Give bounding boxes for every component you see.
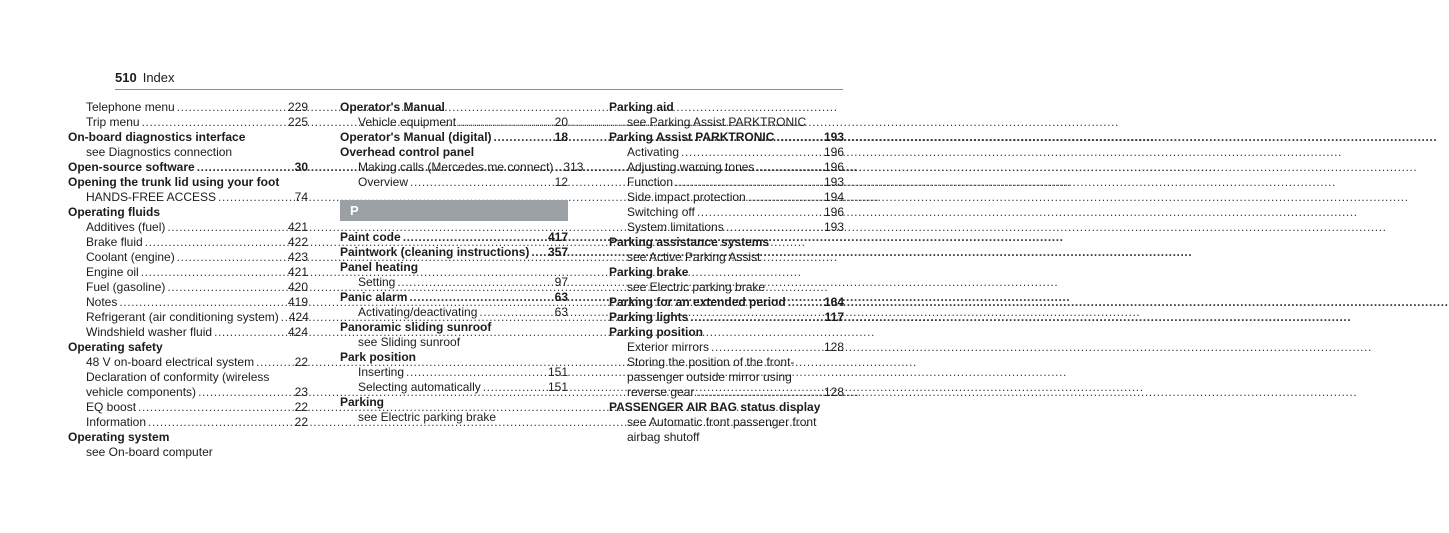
index-entry-title: Operating fluids [68,205,161,219]
index-subentry[interactable]: Activating ..... 196 [609,145,844,160]
index-subentry[interactable]: Setting ..... 97 [340,275,568,290]
index-entry [340,290,568,320]
index-entry [340,260,568,290]
cross-reference[interactable]: see Parking Assist PARKTRONIC [627,115,807,129]
index-entry [68,430,308,460]
index-entry-title: Operating safety [68,340,163,354]
index-entry [340,100,568,130]
index-subentry[interactable]: Additives (fuel) ..... 421 [68,220,308,235]
index-entry-title: Parking brake [609,265,689,279]
index-entry-title: Park position [340,350,417,364]
index-subentry[interactable]: Adjusting warning tones ..... 196 [609,160,844,175]
index-entry [68,160,308,175]
index-subentry[interactable]: Side impact protection ..... 194 [609,190,844,205]
index-subentry[interactable]: Fuel (gasoline) ..... 420 [68,280,308,295]
index-subentry[interactable]: Trip menu ..... 225 [68,115,308,130]
index-subentry[interactable]: Information ..... 22 [68,415,308,430]
cross-reference[interactable]: see Electric parking brake [627,280,766,294]
index-subentry[interactable]: Overview ..... 12 [340,175,568,190]
index-entry-title: Operator's Manual [340,100,445,114]
index-entry [340,130,568,145]
index-subentry[interactable]: Engine oil ..... 421 [68,265,308,280]
index-entry-title[interactable]: Paint code ..... 417 [340,230,568,245]
index-subentry-line: passenger outside mirror using [627,370,792,384]
index-subentry[interactable]: Exterior mirrors ..... 128 [609,340,844,355]
index-entry-title: On-board diagnostics interface [68,130,246,144]
index-entry-title[interactable]: Panic alarm ..... 63 [340,290,568,305]
index-entry-title: Parking assistance systems [609,235,770,249]
cross-reference[interactable]: see On-board computer [86,445,213,459]
index-subentry[interactable]: EQ boost ..... 22 [68,400,308,415]
index-subentry[interactable]: Windshield washer fluid ..... 424 [68,325,308,340]
index-entry-title: Parking position [609,325,704,339]
index-column-3 [609,100,844,445]
index-entry-title: Operating system [68,430,170,444]
index-subentry[interactable]: Activating/deactivating ..... 63 [340,305,568,320]
page-header [115,70,175,86]
letter-section-header: P [340,200,568,221]
index-entry [609,235,844,265]
index-column-2 [340,100,584,425]
index-entry-title: Opening the trunk lid using your foot [68,175,280,189]
index-entry-title: Parking [340,395,385,409]
index-entry-title: Overhead control panel [340,145,475,159]
index-subentry[interactable]: System limitations ..... 193 [609,220,844,235]
index-entry [68,100,308,130]
index-entry-title[interactable]: Paintwork (cleaning instructions) ..... 357 [340,245,568,260]
index-entry [340,230,568,245]
index-entry [609,325,844,400]
index-subentry[interactable]: HANDS-FREE ACCESS ..... 74 [68,190,308,205]
index-entry-title[interactable]: Operator's Manual (digital) ..... 18 [340,130,568,145]
index-subentry[interactable]: Making calls (Mercedes me connect) ..... 313 [340,160,568,175]
index-entry-title[interactable]: Parking lights ..... 117 [609,310,844,325]
index-entry [68,130,308,160]
cross-reference-continued[interactable]: airbag shutoff [627,430,700,444]
index-entry [340,350,568,395]
index-subentry[interactable]: Notes ..... 419 [68,295,308,310]
index-entry [340,320,568,350]
index-subentry[interactable]: 48 V on-board electrical system ..... 22 [68,355,308,370]
index-entry [340,145,584,190]
index-subentry[interactable]: Refrigerant (air conditioning system) ..... 424 [68,310,308,325]
index-subentry[interactable]: Telephone menu ..... 229 [68,100,308,115]
index-entry-title: Parking aid [609,100,674,114]
index-subentry[interactable]: Coolant (engine) ..... 423 [68,250,308,265]
index-entry-title[interactable]: Open-source software ..... 30 [68,160,308,175]
index-entry-title[interactable]: Parking Assist PARKTRONIC ..... 193 [609,130,844,145]
index-entry [609,130,844,235]
index-entry [340,395,568,425]
index-subentry[interactable]: Selecting automatically ..... 151 [340,380,568,395]
index-entry-title: PASSENGER AIR BAG status display [609,400,821,414]
index-subentry[interactable]: reverse gear ..... 128 [609,385,844,400]
index-subentry[interactable]: Function ..... 193 [609,175,844,190]
index-subentry[interactable]: Vehicle equipment ..... 20 [340,115,568,130]
index-column-1 [68,100,308,460]
page-number: 510 [115,70,137,85]
index-subentry[interactable]: Switching off ..... 196 [609,205,844,220]
index-entry [340,245,568,260]
cross-reference[interactable]: see Electric parking brake [358,410,497,424]
index-subentry[interactable]: vehicle components) ..... 23 [68,385,308,400]
index-entry [68,175,308,205]
index-entry [68,205,308,340]
index-entry-title: Panel heating [340,260,419,274]
cross-reference[interactable]: see Sliding sunroof [358,335,461,349]
index-entry [609,400,844,445]
index-entry [609,310,844,325]
index-subentry[interactable]: Brake fluid ..... 422 [68,235,308,250]
header-divider [115,89,843,90]
index-entry-title: Panoramic sliding sunroof [340,320,492,334]
index-subentry-line: Declaration of conformity (wireless [86,370,270,384]
index-entry-title[interactable]: Parking for an extended period ..... 164 [609,295,844,310]
index-subentry[interactable]: Inserting ..... 151 [340,365,568,380]
index-entry [609,295,844,310]
index-entry [609,100,844,130]
index-entry [609,265,844,295]
cross-reference[interactable]: see Automatic front passenger front [627,415,817,429]
index-subentry-line: Storing the position of the front- [627,355,795,369]
cross-reference[interactable]: see Diagnostics connection [86,145,233,159]
index-entry [68,340,308,430]
cross-reference[interactable]: see Active Parking Assist [627,250,761,264]
section-title: Index [142,70,175,85]
